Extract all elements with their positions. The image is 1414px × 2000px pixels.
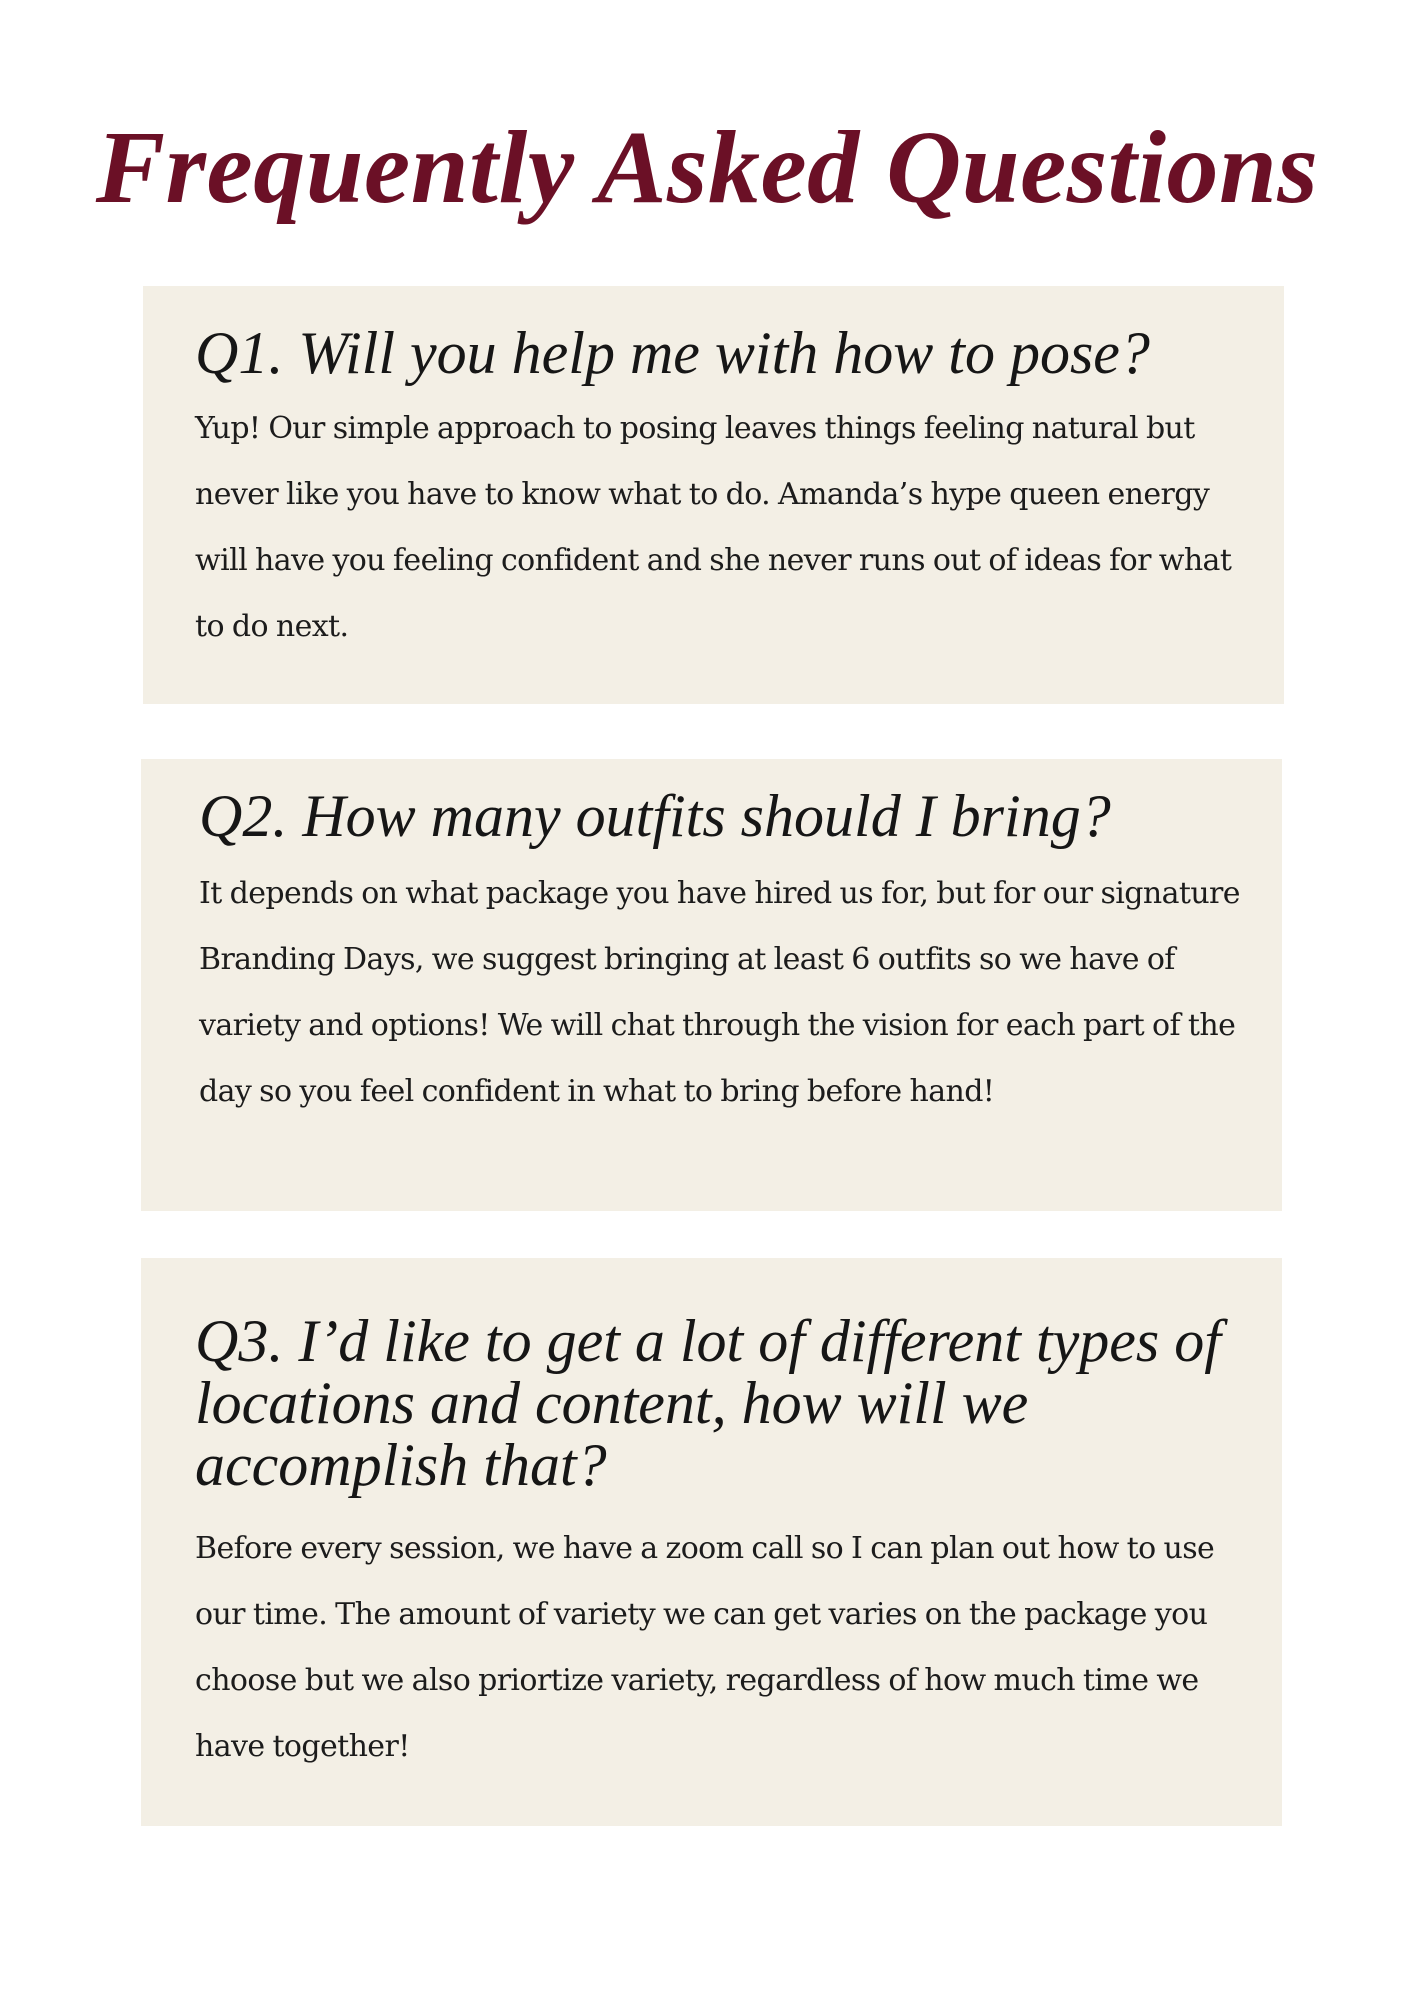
faq-question: Q2. How many outfits should I bring? (199, 783, 1111, 849)
faq-answer: Yup! Our simple approach to posing leaves things feeling natural but never like you have to know what to do. Amanda’s hype queen energy will have you feeling confident and she never runs out of ideas for what to do next. (195, 411, 1232, 644)
faq-card-q2 (141, 759, 1282, 1211)
faq-card-q1 (143, 286, 1284, 704)
faq-answer: Before every session, we have a zoom call so I can plan out how to use our time. The amount of variety we can get varies on the package you choose but we also priortize variety, regardless of how much time we have together! (195, 1531, 1215, 1764)
faq-question: Q1. Will you help me with how to pose? (195, 320, 1150, 386)
page-title: Frequently Asked Questions (95, 110, 1319, 225)
faq-card-q3 (141, 1258, 1282, 1826)
faq-question: Q3. I’d like to get a lot of different types of locations and content, how will we accomplish that? (195, 1308, 1221, 1498)
faq-answer: It depends on what package you have hired us for, but for our signature Branding Days, we suggest bringing at least 6 outfits so we have of variety and options! We will chat through the vision for each part of the day so you feel confident in what to bring before hand! (199, 876, 1240, 1109)
